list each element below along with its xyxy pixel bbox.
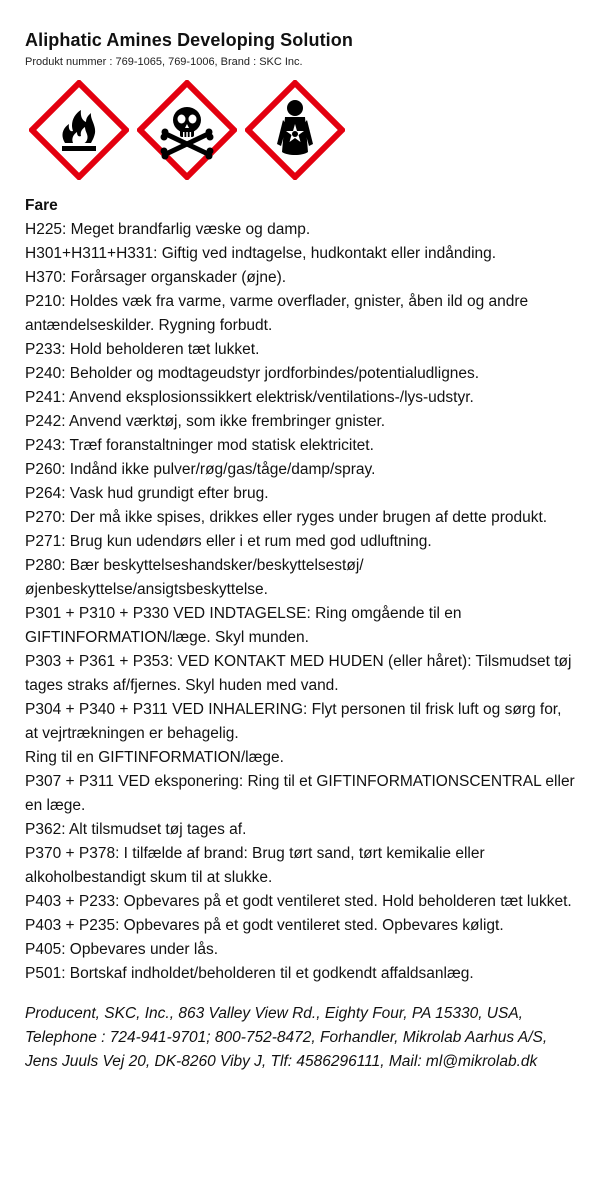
statement-item: P501: Bortskaf indholdet/beholderen til et godkendt affaldsanlæg.: [25, 965, 474, 982]
signal-word: Fare: [25, 197, 58, 214]
supplier-info: Producent, SKC, Inc., 863 Valley View Rd., Eighty Four, PA 15330, USA, Telephone : 724-941-9701; 800-752-8472, Forhandler, Mikrolab Aarhus A/S, Jens Juuls Vej 20, DK-8260 Viby J, Tlf: 4586296111, Mail: ml@mikrolab.dk: [25, 1005, 548, 1070]
statement-item: P240: Beholder og modtageudstyr jordforbindes/potentialudlignes.: [25, 365, 480, 382]
statement-item: P403 + P235: Opbevares på et godt ventileret sted. Opbevares køligt.: [25, 917, 504, 934]
statement-item: P210: Holdes væk fra varme, varme overflader, gnister, åben ild og andre antændelseskilder. Rygning forbudt.: [25, 293, 529, 334]
statement-item: P362: Alt tilsmudset tøj tages af.: [25, 821, 247, 838]
statement-item: P303 + P361 + P353: VED KONTAKT MED HUDEN (eller håret): Tilsmudset tøj tages straks af/fjernes. Skyl huden med vand.: [25, 653, 572, 694]
statement-item: P280: Bær beskyttelseshandsker/beskyttelsestøj/ øjenbeskyttelse/ansigtsbeskyttelse.: [25, 557, 364, 598]
skull-crossbones-icon: [137, 80, 237, 180]
product-title: Aliphatic Amines Developing Solution: [25, 30, 353, 50]
flame-icon: [29, 80, 129, 180]
statement-item: P370 + P378: I tilfælde af brand: Brug tørt sand, tørt kemikalie eller alkoholbestandigt skum til at slukke.: [25, 845, 485, 886]
statement-item: P271: Brug kun udendørs eller i et rum med god udluftning.: [25, 533, 432, 550]
statement-item: H370: Forårsager organskader (øjne).: [25, 269, 287, 286]
statement-item: P264: Vask hud grundigt efter brug.: [25, 485, 269, 502]
statement-item: P304 + P340 + P311 VED INHALERING: Flyt personen til frisk luft og sørg for, at vejrtrækningen er behagelig.: [25, 701, 562, 742]
ghs-pictograms: [29, 80, 576, 180]
statement-item: P403 + P233: Opbevares på et godt ventileret sted. Hold beholderen tæt lukket.: [25, 893, 572, 910]
statement-item: P260: Indånd ikke pulver/røg/gas/tåge/damp/spray.: [25, 461, 376, 478]
statement-item: P233: Hold beholderen tæt lukket.: [25, 341, 260, 358]
statement-item: H225: Meget brandfarlig væske og damp.: [25, 221, 311, 238]
statement-item: P307 + P311 VED eksponering: Ring til et GIFTINFORMATIONSCENTRAL eller en læge.: [25, 773, 575, 814]
statement-item: P270: Der må ikke spises, drikkes eller ryges under brugen af dette produkt.: [25, 509, 548, 526]
statement-item: H301+H311+H331: Giftig ved indtagelse, hudkontakt eller indånding.: [25, 245, 497, 262]
statement-item: P301 + P310 + P330 VED INDTAGELSE: Ring omgående til en GIFTINFORMATION/læge. Skyl munden.: [25, 605, 462, 646]
statement-item: P242: Anvend værktøj, som ikke frembringer gnister.: [25, 413, 386, 430]
statement-item: Ring til en GIFTINFORMATION/læge.: [25, 749, 284, 766]
hazard-statements: [25, 218, 576, 986]
statement-item: P243: Træf foranstaltninger mod statisk elektricitet.: [25, 437, 374, 454]
product-subtitle: Produkt nummer : 769-1065, 769-1006, Brand : SKC Inc.: [25, 56, 303, 68]
statement-item: P241: Anvend eksplosionssikkert elektrisk/ventilations-/lys-udstyr.: [25, 389, 474, 406]
statement-item: P405: Opbevares under lås.: [25, 941, 219, 958]
health-hazard-icon: [245, 80, 345, 180]
